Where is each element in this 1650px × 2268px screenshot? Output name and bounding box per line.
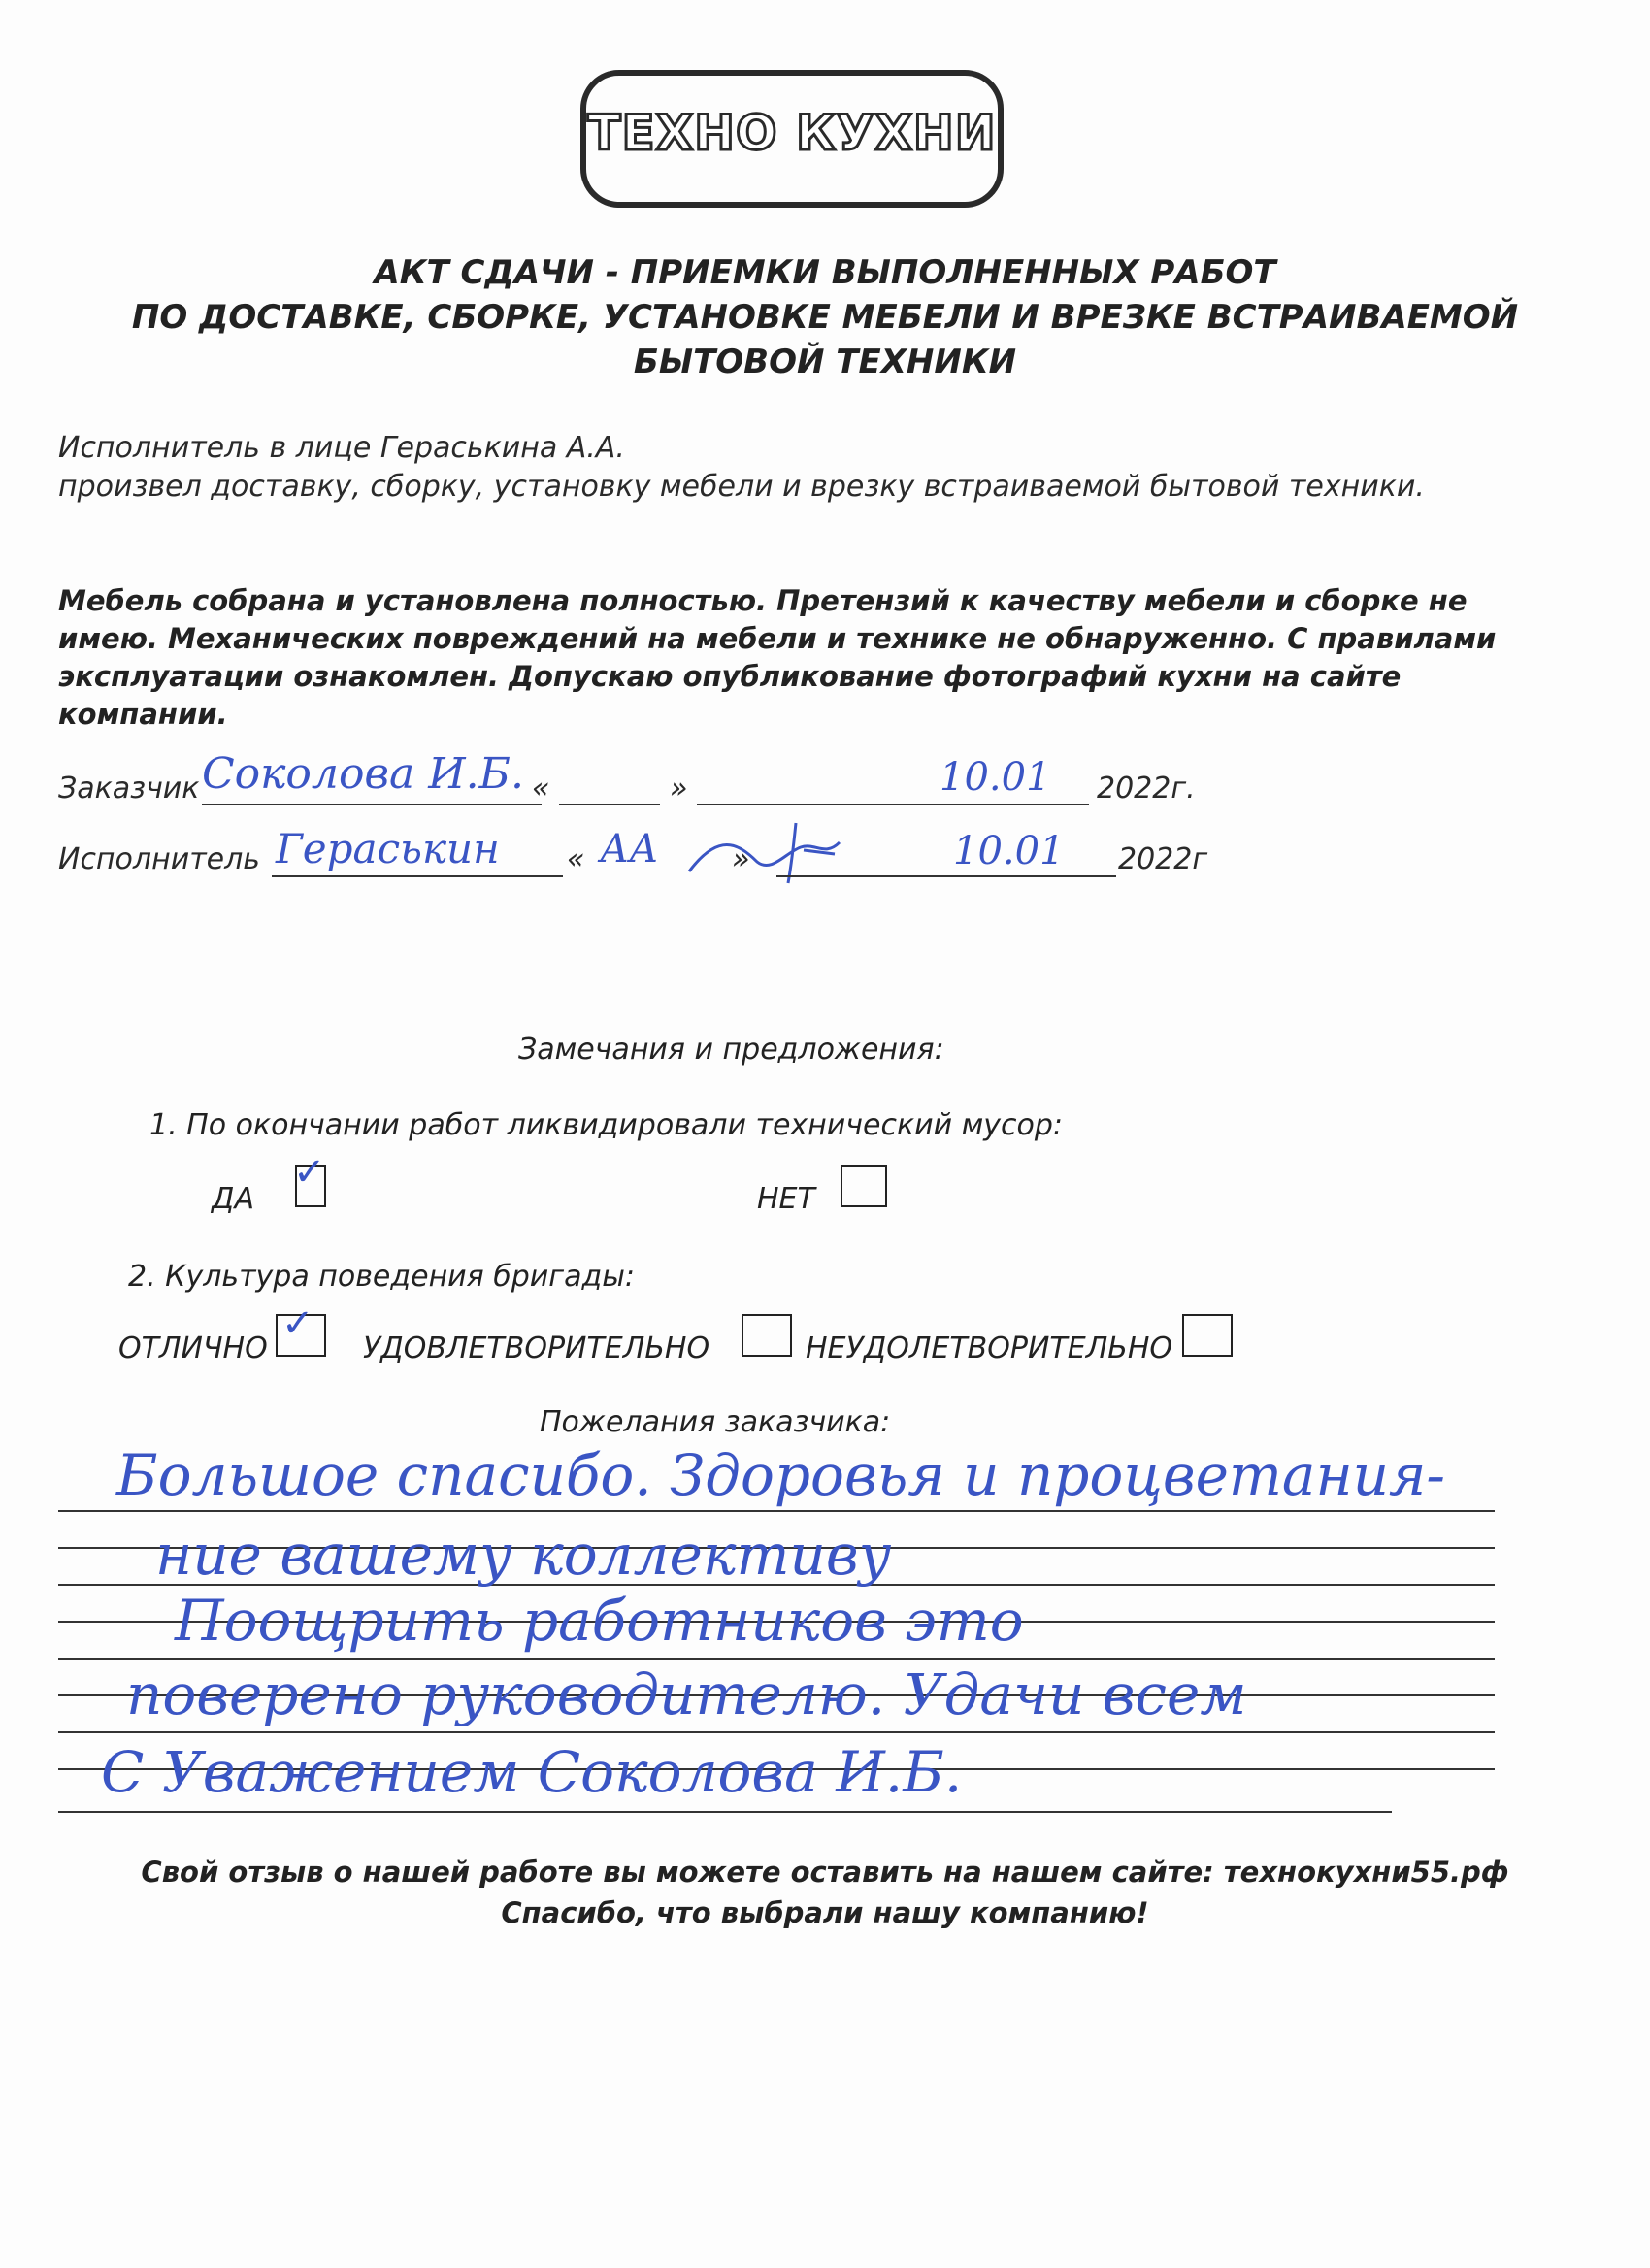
wish-line-4: поверено руководителю. Удачи всем bbox=[126, 1661, 1247, 1727]
customer-date-line bbox=[697, 804, 1089, 805]
executor-initials-handwritten: АА bbox=[600, 827, 659, 871]
wish-rule-7 bbox=[58, 1731, 1495, 1733]
q2-satisfactory-label: УДОВЛЕТВОРИТЕЛЬНО bbox=[363, 1331, 710, 1365]
logo-text: ТЕХНО КУХНИ bbox=[587, 105, 997, 161]
remarks-heading: Замечания и предложения: bbox=[518, 1033, 944, 1067]
executor-date-handwritten: 10.01 bbox=[953, 829, 1065, 873]
wish-line-5: С Уважением Соколова И.Б. bbox=[101, 1739, 963, 1805]
customer-label: Заказчик bbox=[58, 772, 200, 805]
title-line-3: БЫТОВОЙ ТЕХНИКИ bbox=[633, 343, 1017, 381]
document-title bbox=[0, 250, 1650, 384]
executor-name-line bbox=[272, 875, 563, 877]
customer-close-quote: » bbox=[670, 772, 688, 805]
q1-yes-label: ДА bbox=[212, 1182, 254, 1216]
wish-rule-5 bbox=[58, 1658, 1495, 1660]
customer-date-handwritten: 10.01 bbox=[940, 755, 1051, 800]
checkmark-icon: ✓ bbox=[293, 1150, 326, 1195]
statement-line-3: эксплуатации ознакомлен. Допускаю опубликование фотографий кухни на сайте bbox=[58, 660, 1402, 693]
footer bbox=[0, 1852, 1650, 1933]
wish-rule-1 bbox=[58, 1510, 1495, 1512]
company-logo bbox=[580, 70, 1004, 208]
intro-line-2: произвел доставку, сборку, установку мебели и врезку встраиваемой бытовой техники. bbox=[58, 470, 1425, 504]
wish-line-2: ние вашему коллективу bbox=[155, 1522, 892, 1588]
executor-date-line bbox=[776, 875, 1116, 877]
wish-rule-9 bbox=[58, 1811, 1392, 1813]
wishes-heading: Пожелания заказчика: bbox=[540, 1405, 891, 1439]
executor-open-quote: « bbox=[567, 842, 585, 876]
title-line-2: ПО ДОСТАВКЕ, СБОРКЕ, УСТАНОВКЕ МЕБЕЛИ И ВРЕЗКЕ ВСТРАИВАЕМОЙ bbox=[131, 298, 1519, 337]
checkmark-icon: ✓ bbox=[281, 1301, 314, 1346]
statement-line-2: имею. Механических повреждений на мебели и технике не обнаруженно. С правилами bbox=[58, 622, 1497, 655]
q2-unsatisfactory-label: НЕУДОЛЕТВОРИТЕЛЬНО bbox=[806, 1331, 1173, 1365]
customer-day-line bbox=[559, 804, 660, 805]
wish-line-3: Поощрить работников это bbox=[175, 1588, 1024, 1654]
q2-excellent-checkbox[interactable] bbox=[276, 1301, 326, 1357]
question-1: 1. По окончании работ ликвидировали технический мусор: bbox=[149, 1108, 1063, 1142]
intro-line-1: Исполнитель в лице Гераськина А.А. bbox=[58, 431, 625, 465]
q1-yes-checkbox[interactable] bbox=[293, 1150, 326, 1207]
customer-year: 2022г. bbox=[1097, 772, 1196, 805]
title-line-1: АКТ СДАЧИ - ПРИЕМКИ ВЫПОЛНЕННЫХ РАБОТ bbox=[374, 253, 1276, 292]
customer-statement bbox=[58, 582, 1572, 734]
customer-name-handwritten: Соколова И.Б. bbox=[202, 749, 524, 799]
wish-line-1: Большое спасибо. Здоровья и процветания- bbox=[116, 1442, 1446, 1508]
question-2: 2. Культура поведения бригады: bbox=[128, 1260, 635, 1294]
statement-line-4: компании. bbox=[58, 698, 228, 731]
q2-satisfactory-checkbox[interactable] bbox=[742, 1314, 792, 1357]
executor-label: Исполнитель bbox=[58, 842, 260, 876]
footer-thanks-text: Спасибо, что выбрали нашу компанию! bbox=[501, 1896, 1149, 1929]
statement-line-1: Мебель собрана и установлена полностью. Претензий к качеству мебели и сборке не bbox=[58, 584, 1468, 617]
executor-year: 2022г bbox=[1118, 842, 1208, 876]
customer-open-quote: « bbox=[532, 772, 550, 805]
executor-name-handwritten: Гераськин bbox=[276, 825, 500, 872]
customer-name-line bbox=[202, 804, 542, 805]
q2-excellent-label: ОТЛИЧНО bbox=[118, 1331, 268, 1365]
executor-close-quote: » bbox=[732, 842, 750, 876]
q2-unsatisfactory-checkbox[interactable] bbox=[1182, 1314, 1233, 1357]
q1-no-checkbox[interactable] bbox=[841, 1165, 887, 1207]
footer-review-text: Свой отзыв о нашей работе вы можете оставить на нашем сайте: технокухни55.рф bbox=[141, 1856, 1509, 1889]
q1-no-label: НЕТ bbox=[757, 1182, 815, 1216]
